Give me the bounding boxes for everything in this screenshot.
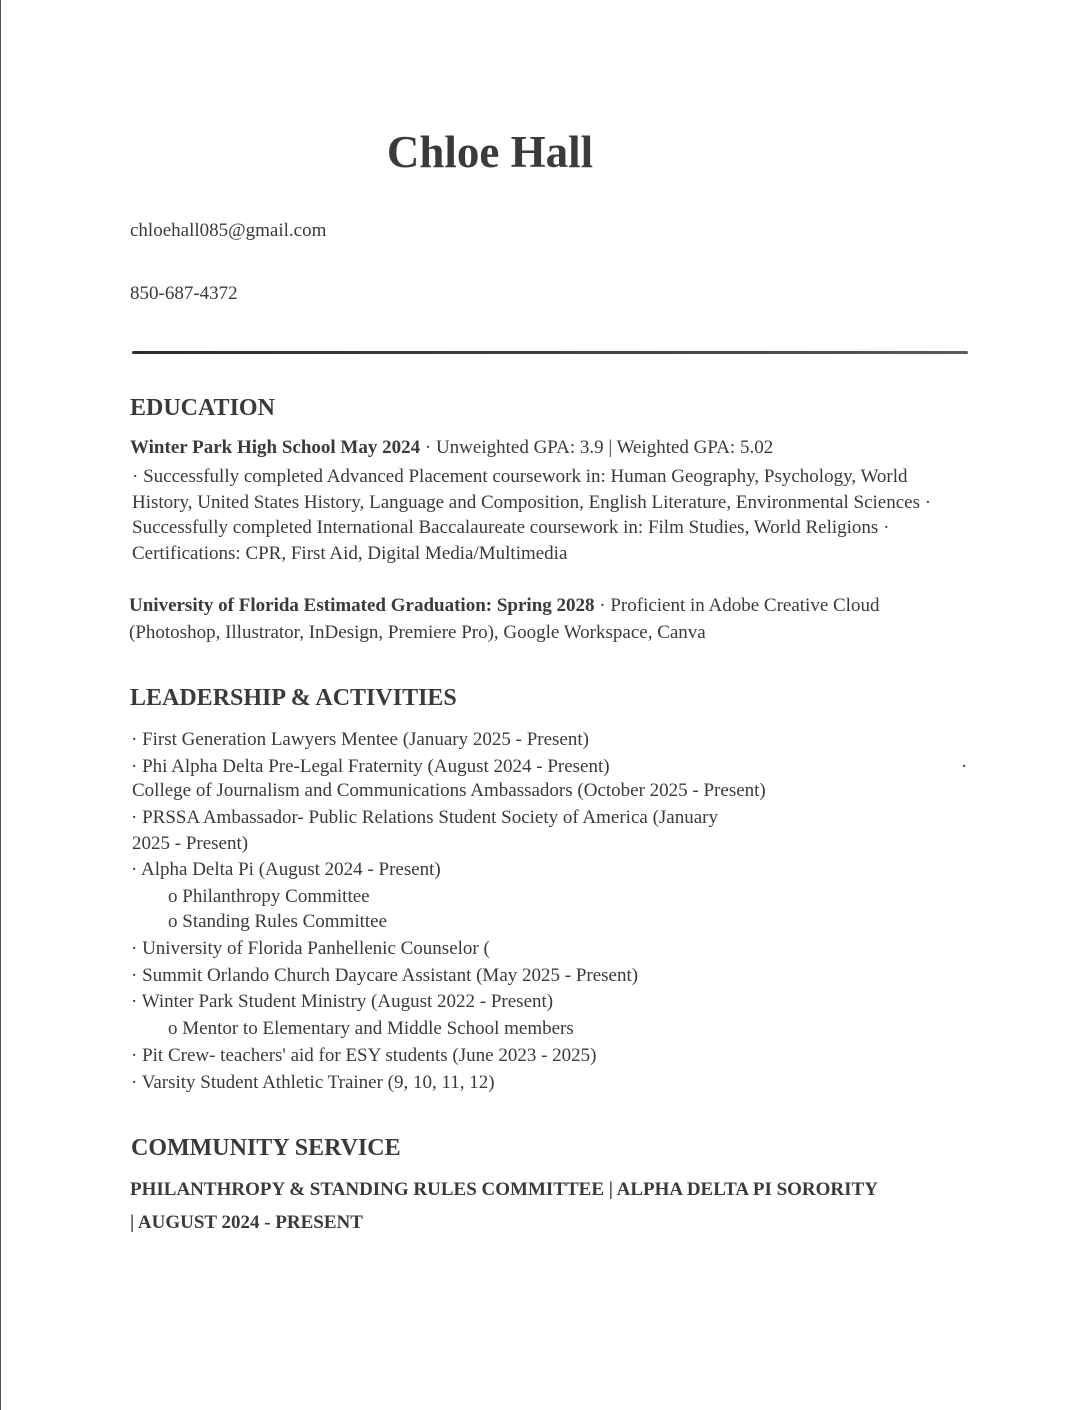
- school1-detail-line-2: History, United States History, Language and Composition, English Literature, Environmental Sciences ·: [132, 492, 932, 513]
- list-item: · Phi Alpha Delta Pre-Legal Fraternity (August 2024 - Present): [131, 756, 610, 777]
- list-item: · First Generation Lawyers Mentee (January 2025 - Present): [131, 729, 589, 750]
- school1-detail-line-3: Successfully completed International Baccalaureate coursework in: Film Studies, World Religions ·: [132, 517, 890, 538]
- list-item: · Summit Orlando Church Daycare Assistant (May 2025 - Present): [131, 965, 639, 986]
- education-school2-line: [129, 593, 879, 618]
- list-item: · Varsity Student Athletic Trainer (9, 10, 11, 12): [131, 1072, 495, 1093]
- list-item: 2025 - Present): [132, 833, 249, 854]
- list-item: · Pit Crew- teachers' aid for ESY students (June 2023 - 2025): [131, 1045, 597, 1066]
- school1-detail-line-1: · Successfully completed Advanced Placement coursework in: Human Geography, Psychology, World: [132, 466, 908, 487]
- phone-text: 850-687-4372: [130, 283, 238, 304]
- school2-details: · Proficient in Adobe Creative Cloud: [594, 595, 880, 616]
- education-heading: EDUCATION: [130, 395, 275, 421]
- community-heading: COMMUNITY SERVICE: [131, 1135, 401, 1161]
- page-left-border: [0, 0, 1, 1410]
- sub-list-item: o Philanthropy Committee: [168, 886, 370, 907]
- sub-list-item: o Mentor to Elementary and Middle School members: [168, 1018, 574, 1039]
- header-divider: [132, 351, 968, 354]
- leadership-heading: LEADERSHIP & ACTIVITIES: [130, 685, 457, 711]
- school2-heading: University of Florida Estimated Graduation: Spring 2028: [129, 595, 595, 616]
- email-text: chloehall085@gmail.com: [130, 220, 327, 241]
- school1-detail-line-4: Certifications: CPR, First Aid, Digital Media/Multimedia: [132, 543, 568, 564]
- resume-name: Chloe Hall: [386, 127, 594, 177]
- list-item: · Winter Park Student Ministry (August 2022 - Present): [131, 991, 554, 1012]
- stray-bullet: ·: [961, 756, 968, 777]
- list-item: · University of Florida Panhellenic Counselor (: [131, 938, 490, 959]
- sub-list-item: o Standing Rules Committee: [168, 911, 388, 932]
- school1-heading: Winter Park High School May 2024: [130, 437, 421, 458]
- education-school1-line: [130, 435, 773, 460]
- list-item: · Alpha Delta Pi (August 2024 - Present): [131, 859, 441, 880]
- school2-detail-line-2: (Photoshop, Illustrator, InDesign, Premiere Pro), Google Workspace, Canva: [129, 622, 706, 643]
- community-role-line-1: PHILANTHROPY & STANDING RULES COMMITTEE | ALPHA DELTA PI SORORITY: [130, 1179, 878, 1200]
- list-item: · PRSSA Ambassador- Public Relations Student Society of America (January: [131, 807, 718, 828]
- community-role-line-2: | AUGUST 2024 - PRESENT: [130, 1212, 363, 1233]
- list-item: College of Journalism and Communications Ambassadors (October 2025 - Present): [132, 780, 766, 801]
- school1-gpa: · Unweighted GPA: 3.9 | Weighted GPA: 5.02: [420, 437, 774, 458]
